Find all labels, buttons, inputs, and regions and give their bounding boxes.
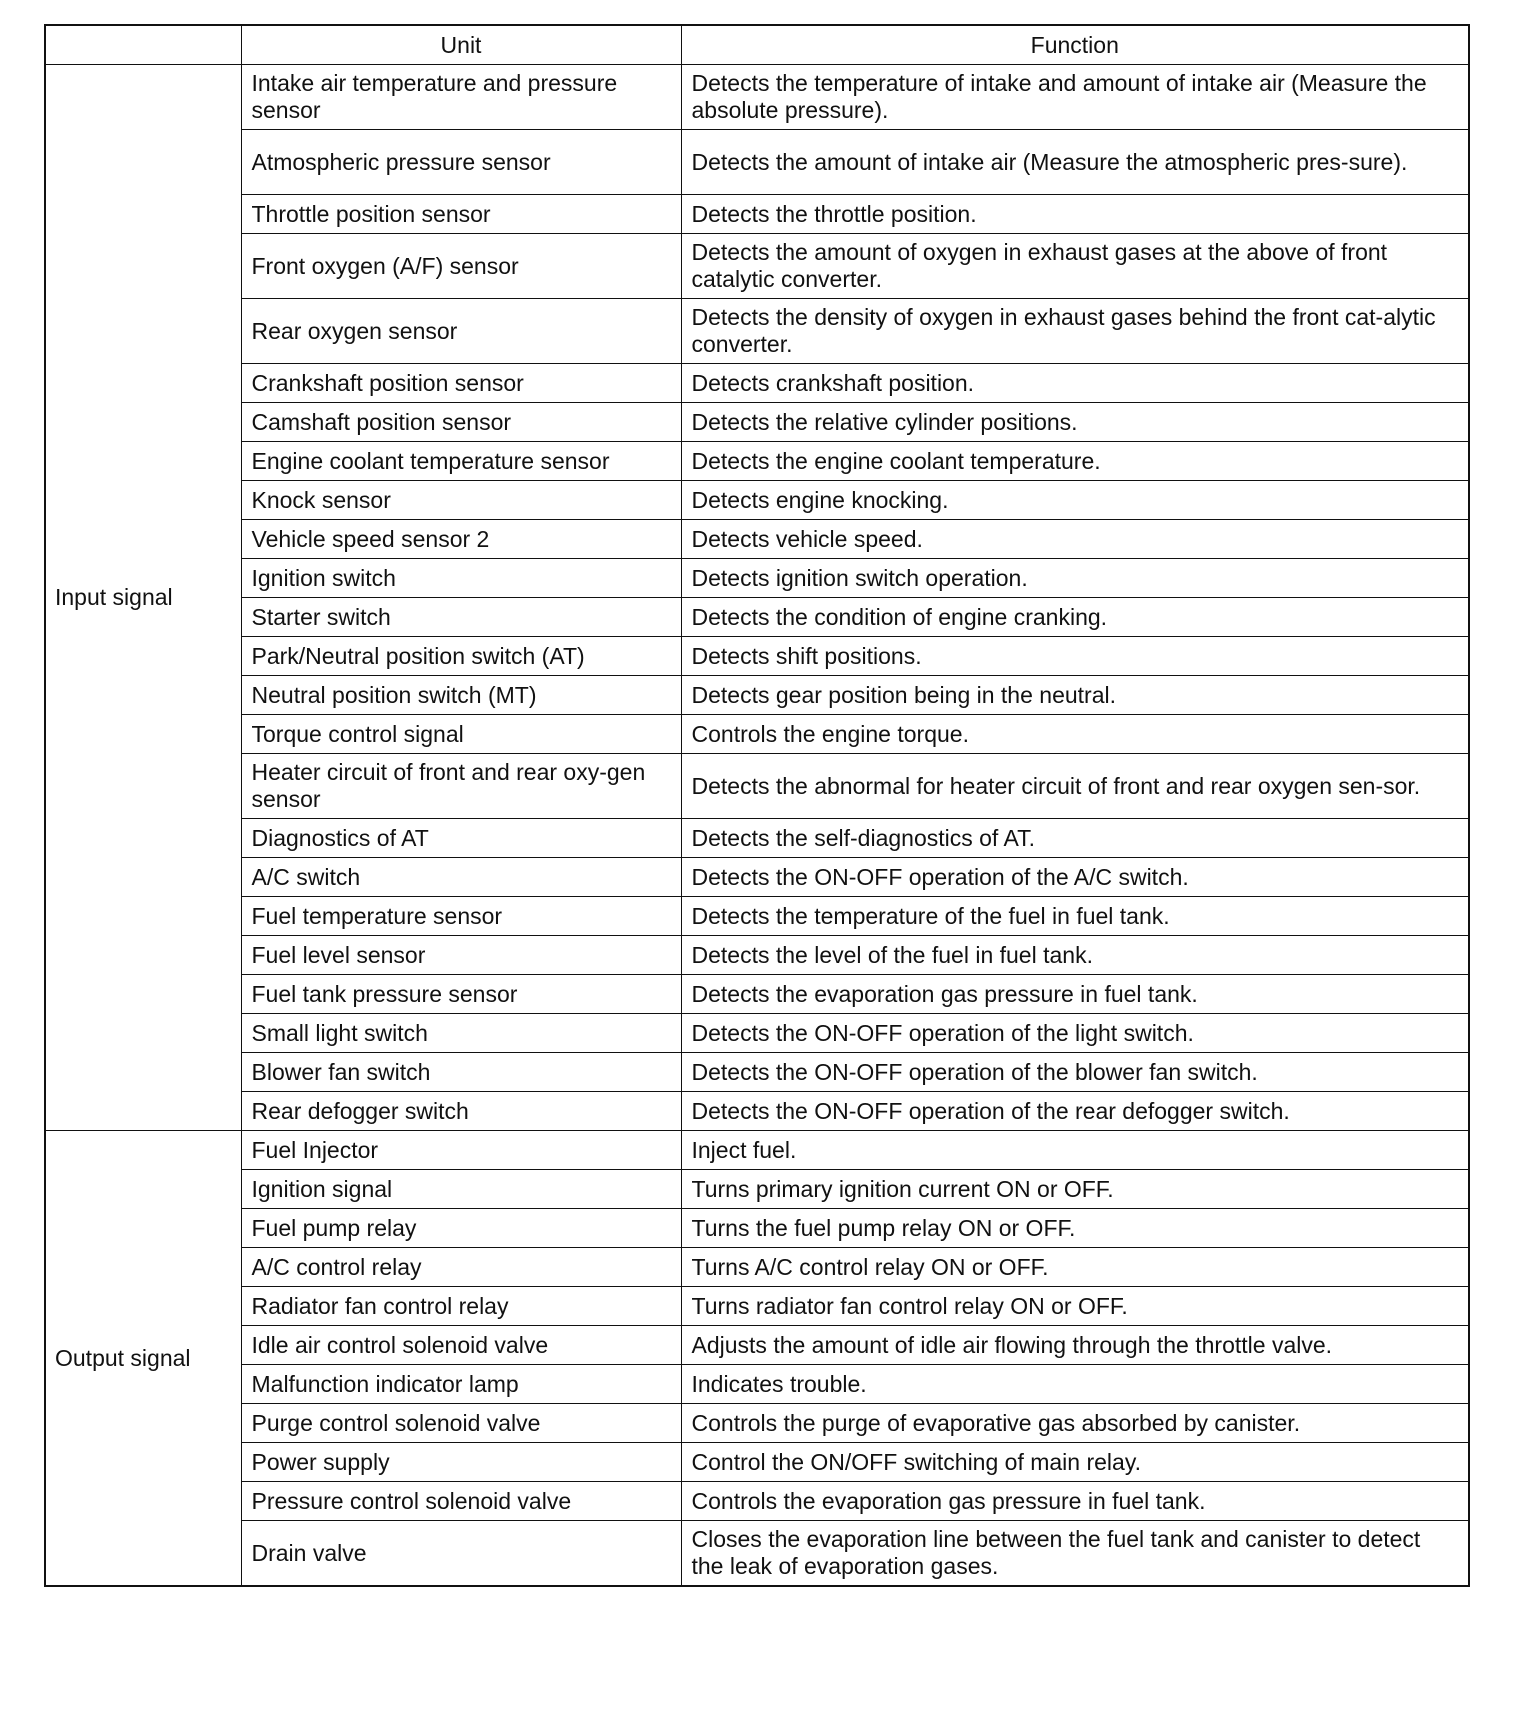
unit-cell: Radiator fan control relay	[241, 1287, 681, 1326]
function-cell: Detects the ON-OFF operation of the A/C switch.	[681, 858, 1469, 897]
unit-cell: Torque control signal	[241, 715, 681, 754]
unit-cell: Park/Neutral position switch (AT)	[241, 637, 681, 676]
table-row	[45, 1209, 1469, 1248]
unit-cell: Vehicle speed sensor 2	[241, 520, 681, 559]
table-row	[45, 1287, 1469, 1326]
table-row	[45, 1365, 1469, 1404]
function-cell: Detects the evaporation gas pressure in fuel tank.	[681, 975, 1469, 1014]
function-cell: Detects the throttle position.	[681, 195, 1469, 234]
table-row	[45, 1521, 1469, 1587]
function-cell: Indicates trouble.	[681, 1365, 1469, 1404]
table-row	[45, 234, 1469, 299]
function-cell: Detects the ON-OFF operation of the blower fan switch.	[681, 1053, 1469, 1092]
function-cell: Turns primary ignition current ON or OFF.	[681, 1170, 1469, 1209]
signal-table	[44, 24, 1470, 1587]
table-row	[45, 1443, 1469, 1482]
unit-cell: Pressure control solenoid valve	[241, 1482, 681, 1521]
table-row	[45, 676, 1469, 715]
table-row	[45, 975, 1469, 1014]
table-row	[45, 637, 1469, 676]
function-cell: Detects the relative cylinder positions.	[681, 403, 1469, 442]
unit-cell: Small light switch	[241, 1014, 681, 1053]
unit-cell: Front oxygen (A/F) sensor	[241, 234, 681, 299]
unit-cell: Fuel Injector	[241, 1131, 681, 1170]
function-cell: Detects the abnormal for heater circuit of front and rear oxygen sen-sor.	[681, 754, 1469, 819]
unit-cell: Engine coolant temperature sensor	[241, 442, 681, 481]
group-label: Output signal	[45, 1131, 241, 1587]
function-cell: Controls the evaporation gas pressure in fuel tank.	[681, 1482, 1469, 1521]
function-cell: Detects the ON-OFF operation of the rear defogger switch.	[681, 1092, 1469, 1131]
function-cell: Detects the engine coolant temperature.	[681, 442, 1469, 481]
function-cell: Closes the evaporation line between the fuel tank and canister to detect the leak of evaporation gases.	[681, 1521, 1469, 1587]
function-cell: Detects shift positions.	[681, 637, 1469, 676]
unit-cell: Ignition switch	[241, 559, 681, 598]
function-cell: Controls the engine torque.	[681, 715, 1469, 754]
function-cell: Turns the fuel pump relay ON or OFF.	[681, 1209, 1469, 1248]
table-row	[45, 1482, 1469, 1521]
function-cell: Detects the self-diagnostics of AT.	[681, 819, 1469, 858]
function-cell: Adjusts the amount of idle air flowing through the throttle valve.	[681, 1326, 1469, 1365]
unit-cell: Power supply	[241, 1443, 681, 1482]
unit-cell: Crankshaft position sensor	[241, 364, 681, 403]
function-cell: Controls the purge of evaporative gas absorbed by canister.	[681, 1404, 1469, 1443]
function-cell: Detects the amount of oxygen in exhaust gases at the above of front catalytic converter.	[681, 234, 1469, 299]
function-cell: Control the ON/OFF switching of main relay.	[681, 1443, 1469, 1482]
unit-cell: Fuel pump relay	[241, 1209, 681, 1248]
table-row	[45, 195, 1469, 234]
unit-cell: Throttle position sensor	[241, 195, 681, 234]
function-cell: Detects engine knocking.	[681, 481, 1469, 520]
table-row	[45, 1053, 1469, 1092]
table-body	[45, 65, 1469, 1587]
group-label: Input signal	[45, 65, 241, 1131]
unit-cell: A/C switch	[241, 858, 681, 897]
unit-cell: Camshaft position sensor	[241, 403, 681, 442]
function-cell: Detects the condition of engine cranking.	[681, 598, 1469, 637]
function-cell: Detects the ON-OFF operation of the light switch.	[681, 1014, 1469, 1053]
function-cell: Detects the temperature of the fuel in fuel tank.	[681, 897, 1469, 936]
unit-cell: Heater circuit of front and rear oxy-gen sensor	[241, 754, 681, 819]
table-row	[45, 1404, 1469, 1443]
function-cell: Turns radiator fan control relay ON or OFF.	[681, 1287, 1469, 1326]
table-row	[45, 1131, 1469, 1170]
unit-cell: Starter switch	[241, 598, 681, 637]
unit-cell: Purge control solenoid valve	[241, 1404, 681, 1443]
table-row	[45, 403, 1469, 442]
unit-cell: A/C control relay	[241, 1248, 681, 1287]
table-row	[45, 897, 1469, 936]
table-row	[45, 754, 1469, 819]
function-cell: Inject fuel.	[681, 1131, 1469, 1170]
unit-cell: Blower fan switch	[241, 1053, 681, 1092]
table-row	[45, 1092, 1469, 1131]
unit-cell: Idle air control solenoid valve	[241, 1326, 681, 1365]
table-row	[45, 442, 1469, 481]
table-row	[45, 520, 1469, 559]
function-cell: Detects the level of the fuel in fuel tank.	[681, 936, 1469, 975]
table-row	[45, 598, 1469, 637]
table-row	[45, 1326, 1469, 1365]
table-row	[45, 481, 1469, 520]
table-row	[45, 299, 1469, 364]
table-row	[45, 364, 1469, 403]
unit-header: Unit	[241, 25, 681, 65]
unit-cell: Intake air temperature and pressure sensor	[241, 65, 681, 130]
function-cell: Detects the temperature of intake and amount of intake air (Measure the absolute pressure).	[681, 65, 1469, 130]
unit-cell: Fuel tank pressure sensor	[241, 975, 681, 1014]
table-row	[45, 1248, 1469, 1287]
table-row	[45, 936, 1469, 975]
table-row	[45, 819, 1469, 858]
table-row	[45, 559, 1469, 598]
function-cell: Detects ignition switch operation.	[681, 559, 1469, 598]
unit-cell: Malfunction indicator lamp	[241, 1365, 681, 1404]
function-cell: Detects gear position being in the neutral.	[681, 676, 1469, 715]
function-cell: Detects vehicle speed.	[681, 520, 1469, 559]
header-row	[45, 25, 1469, 65]
function-cell: Detects crankshaft position.	[681, 364, 1469, 403]
table-row	[45, 858, 1469, 897]
table-row	[45, 65, 1469, 130]
unit-cell: Fuel temperature sensor	[241, 897, 681, 936]
unit-cell: Neutral position switch (MT)	[241, 676, 681, 715]
unit-cell: Rear oxygen sensor	[241, 299, 681, 364]
table-row	[45, 715, 1469, 754]
unit-cell: Knock sensor	[241, 481, 681, 520]
unit-cell: Drain valve	[241, 1521, 681, 1587]
function-header: Function	[681, 25, 1469, 65]
table-row	[45, 130, 1469, 195]
unit-cell: Atmospheric pressure sensor	[241, 130, 681, 195]
unit-cell: Rear defogger switch	[241, 1092, 681, 1131]
function-cell: Detects the density of oxygen in exhaust gases behind the front cat-alytic converter.	[681, 299, 1469, 364]
table-row	[45, 1170, 1469, 1209]
corner-header	[45, 25, 241, 65]
unit-cell: Ignition signal	[241, 1170, 681, 1209]
table-row	[45, 1014, 1469, 1053]
function-cell: Turns A/C control relay ON or OFF.	[681, 1248, 1469, 1287]
function-cell: Detects the amount of intake air (Measure the atmospheric pres-sure).	[681, 130, 1469, 195]
unit-cell: Diagnostics of AT	[241, 819, 681, 858]
unit-cell: Fuel level sensor	[241, 936, 681, 975]
